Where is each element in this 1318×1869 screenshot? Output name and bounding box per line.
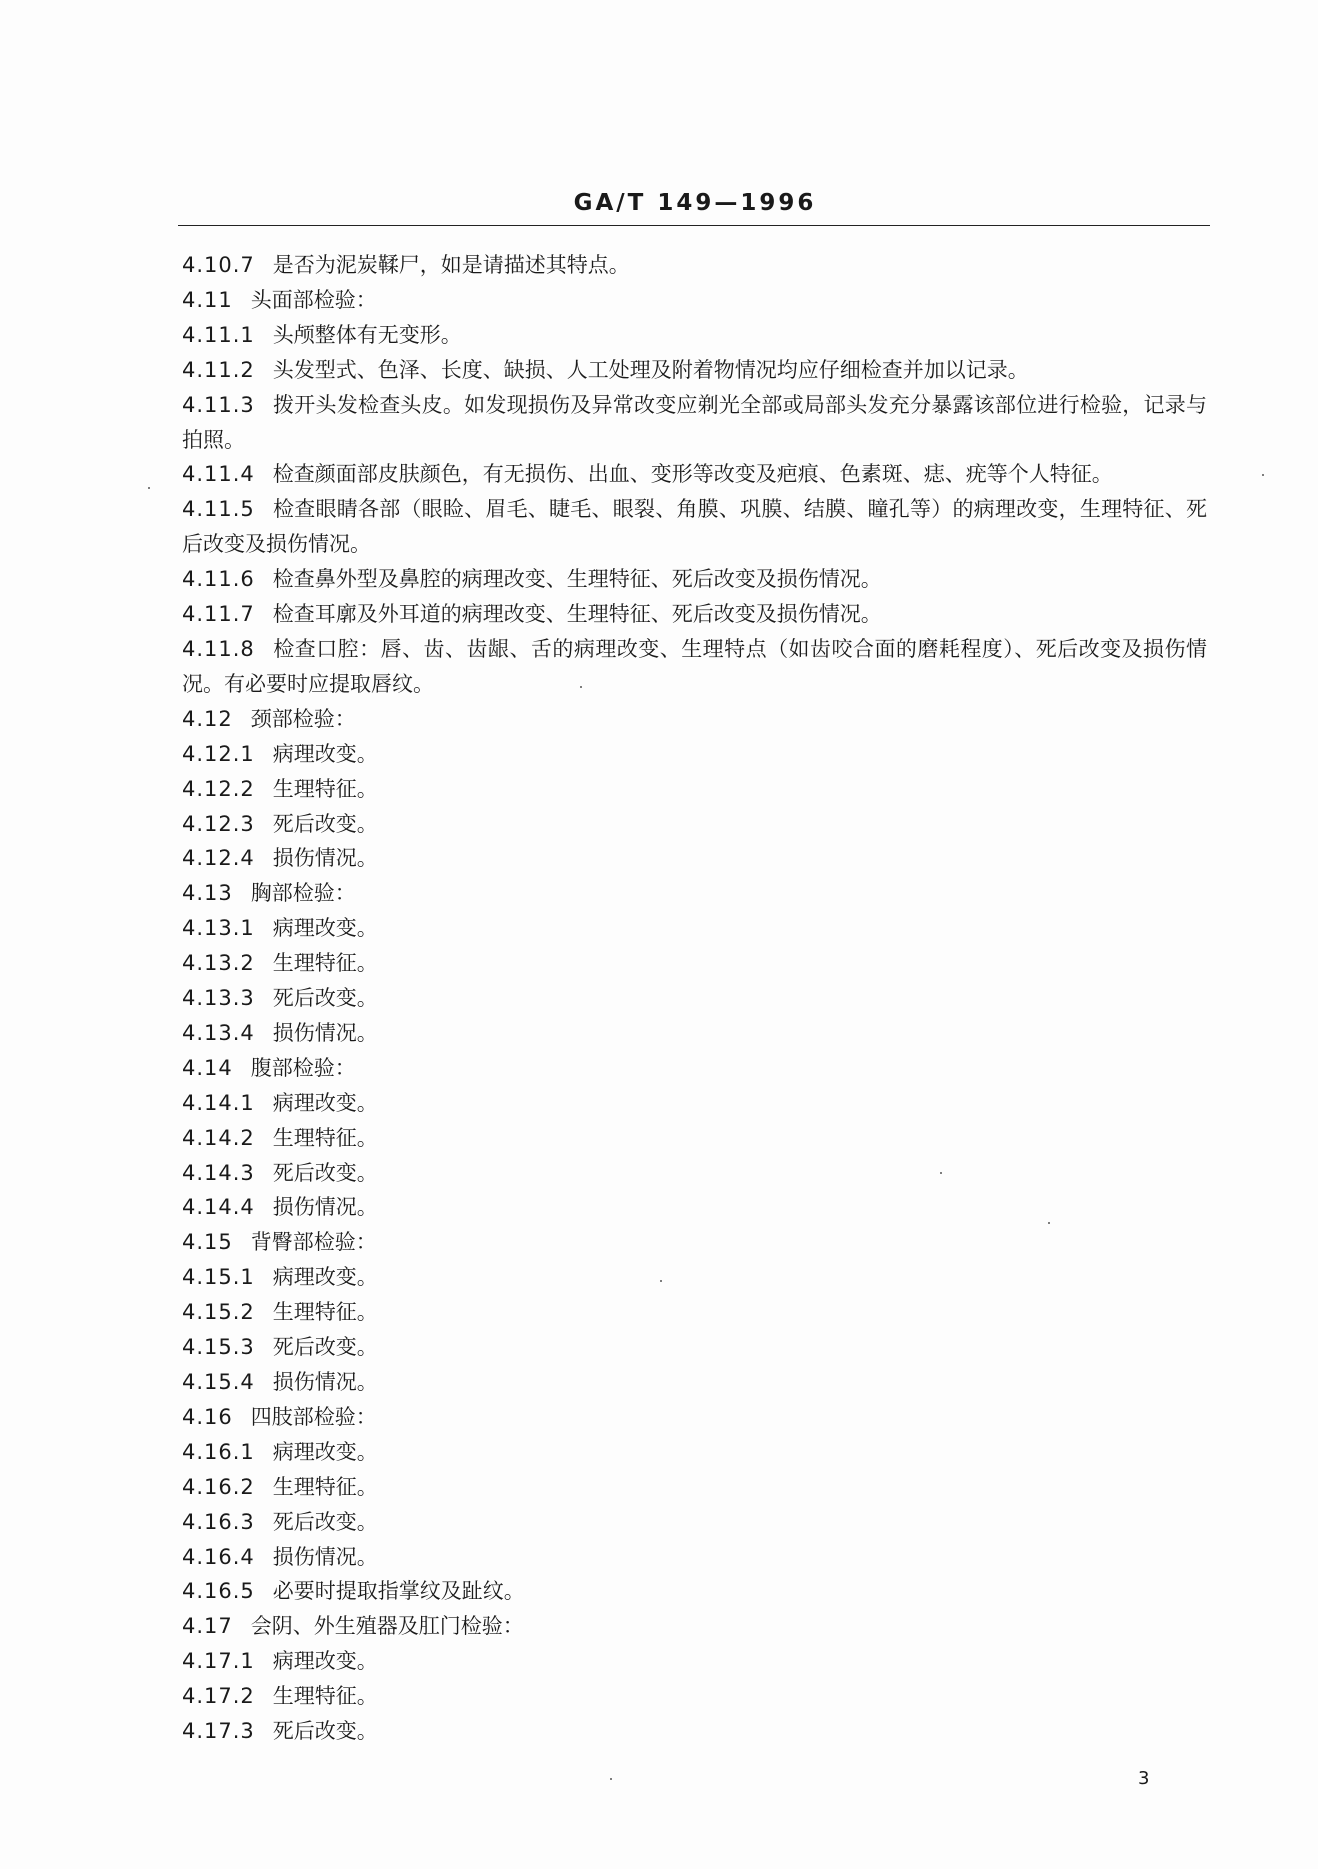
clause-text: 生理特征。 (272, 951, 378, 976)
clause-number: 4.10.7 (182, 253, 255, 277)
clause-text: 生理特征。 (272, 1125, 378, 1150)
clause-text: 损伤情况。 (272, 846, 378, 871)
clause-4-11-6 (182, 562, 1207, 597)
clause-4-15-3 (182, 1330, 1207, 1365)
clause-number: 4.15.4 (182, 1370, 255, 1394)
clause-text: 病理改变。 (272, 1649, 378, 1674)
clause-text: 病理改变。 (272, 1265, 378, 1290)
clause-number: 4.14 (182, 1055, 233, 1080)
clause-4-11-8 (182, 632, 1207, 702)
document-body (182, 248, 1207, 1749)
scan-speck (580, 686, 582, 688)
clause-4-15 (182, 1225, 1207, 1260)
header-rule (178, 225, 1210, 226)
clause-4-16-4 (182, 1540, 1207, 1575)
clause-4-14-1 (182, 1086, 1207, 1121)
clause-number: 4.17.3 (182, 1719, 255, 1744)
clause-text: 检查眼睛各部（眼睑、眉毛、睫毛、眼裂、角膜、巩膜、结膜、瞳孔等）的病理改变，生理特征、死后改变及损伤情况。 (182, 497, 1207, 557)
clause-text: 四肢部检验： (250, 1404, 377, 1429)
scan-speck (1048, 1222, 1050, 1224)
clause-text: 损伤情况。 (272, 1020, 378, 1045)
clause-4-17-3 (182, 1714, 1207, 1749)
clause-number: 4.16.2 (182, 1474, 255, 1499)
clause-number: 4.16.3 (182, 1509, 255, 1534)
clause-4-16-1 (182, 1435, 1207, 1470)
clause-4-16-5 (182, 1574, 1207, 1609)
clause-4-10-7 (182, 248, 1207, 283)
clause-number: 4.13.2 (182, 951, 255, 976)
clause-number: 4.13.1 (182, 916, 255, 941)
clause-number: 4.13.3 (182, 986, 255, 1011)
clause-number: 4.11.3 (182, 392, 255, 417)
clause-4-16-3 (182, 1505, 1207, 1540)
clause-text: 死后改变。 (272, 986, 378, 1011)
clause-text: 病理改变。 (272, 741, 378, 766)
clause-number: 4.17.2 (182, 1684, 255, 1709)
clause-4-11-1 (182, 318, 1207, 353)
clause-text: 病理改变。 (272, 916, 378, 941)
clause-4-14-2 (182, 1121, 1207, 1156)
clause-text: 拨开头发检查头皮。如发现损伤及异常改变应剃光全部或局部头发充分暴露该部位进行检验，记录与拍照。 (182, 392, 1207, 452)
clause-number: 4.11.6 (182, 567, 255, 592)
clause-number: 4.13.4 (182, 1020, 255, 1045)
clause-4-12-1 (182, 737, 1207, 772)
clause-text: 损伤情况。 (272, 1370, 378, 1394)
clause-number: 4.11.4 (182, 462, 255, 487)
clause-text: 病理改变。 (272, 1439, 378, 1464)
clause-4-13-2 (182, 946, 1207, 981)
clause-4-17-2 (182, 1679, 1207, 1714)
clause-number: 4.14.3 (182, 1160, 255, 1185)
clause-4-11-4 (182, 457, 1207, 492)
clause-4-11-3 (182, 388, 1207, 458)
clause-number: 4.12.2 (182, 776, 255, 801)
clause-text: 头面部检验： (250, 287, 377, 312)
clause-text: 检查耳廓及外耳道的病理改变、生理特征、死后改变及损伤情况。 (272, 602, 882, 627)
clause-4-16-2 (182, 1470, 1207, 1505)
clause-number: 4.11.8 (182, 636, 255, 661)
clause-4-11-2 (182, 353, 1207, 388)
clause-text: 颈部检验： (250, 706, 356, 731)
clause-text: 生理特征。 (272, 776, 378, 801)
clause-text: 胸部检验： (250, 881, 356, 906)
clause-4-14-3 (182, 1156, 1207, 1191)
clause-number: 4.15.1 (182, 1265, 255, 1290)
clause-number: 4.12.1 (182, 741, 255, 766)
clause-text: 死后改变。 (272, 1335, 378, 1360)
clause-text: 死后改变。 (272, 811, 378, 836)
clause-text: 头颅整体有无变形。 (272, 322, 462, 347)
clause-text: 检查口腔：唇、齿、齿龈、舌的病理改变、生理特点（如齿咬合面的磨耗程度）、死后改变及损伤情况。有必要时应提取唇纹。 (182, 636, 1207, 696)
clause-text: 死后改变。 (272, 1160, 378, 1185)
clause-number: 4.11.2 (182, 357, 255, 382)
clause-text: 必要时提取指掌纹及趾纹。 (272, 1579, 525, 1604)
clause-number: 4.11.1 (182, 322, 255, 347)
clause-number: 4.13 (182, 881, 233, 906)
clause-number: 4.12.4 (182, 846, 255, 871)
clause-number: 4.14.1 (182, 1090, 255, 1115)
scan-speck (148, 487, 150, 489)
clause-4-12-3 (182, 807, 1207, 842)
clause-number: 4.16.4 (182, 1544, 255, 1569)
clause-number: 4.12.3 (182, 811, 255, 836)
clause-number: 4.15 (182, 1230, 233, 1255)
scan-speck (660, 1280, 662, 1282)
clause-number: 4.11.5 (182, 497, 255, 522)
clause-text: 检查鼻外型及鼻腔的病理改变、生理特征、死后改变及损伤情况。 (272, 567, 882, 592)
clause-number: 4.14.4 (182, 1195, 255, 1220)
clause-number: 4.15.2 (182, 1300, 255, 1325)
clause-4-12-2 (182, 772, 1207, 807)
clause-4-14-4 (182, 1190, 1207, 1225)
clause-4-11-5 (182, 492, 1207, 562)
scan-speck (610, 1778, 612, 1780)
clause-4-11 (182, 283, 1207, 318)
clause-4-13-4 (182, 1016, 1207, 1051)
clause-text: 死后改变。 (272, 1509, 378, 1534)
clause-4-16 (182, 1400, 1207, 1435)
clause-text: 生理特征。 (272, 1684, 378, 1709)
clause-number: 4.16.1 (182, 1439, 255, 1464)
clause-number: 4.11 (182, 287, 233, 312)
clause-4-12-4 (182, 841, 1207, 876)
clause-number: 4.17 (182, 1614, 233, 1639)
clause-text: 检查颜面部皮肤颜色，有无损伤、出血、变形等改变及疤痕、色素斑、痣、疣等个人特征。 (272, 462, 1113, 487)
clause-4-17-1 (182, 1644, 1207, 1679)
page-number: 3 (1138, 1768, 1150, 1789)
clause-text: 生理特征。 (272, 1300, 378, 1325)
clause-4-13-3 (182, 981, 1207, 1016)
clause-text: 是否为泥炭鞣尸，如是请描述其特点。 (272, 253, 630, 277)
document-header-code: GA/T 149—1996 (573, 190, 817, 216)
clause-text: 损伤情况。 (272, 1544, 378, 1569)
clause-text: 腹部检验： (250, 1055, 356, 1080)
clause-number: 4.16 (182, 1404, 233, 1429)
clause-4-15-2 (182, 1295, 1207, 1330)
clause-text: 会阴、外生殖器及肛门检验： (250, 1614, 524, 1639)
clause-text: 死后改变。 (272, 1719, 378, 1744)
clause-number: 4.11.7 (182, 602, 255, 627)
clause-4-17 (182, 1609, 1207, 1644)
clause-number: 4.15.3 (182, 1335, 255, 1360)
clause-text: 生理特征。 (272, 1474, 378, 1499)
clause-text: 头发型式、色泽、长度、缺损、人工处理及附着物情况均应仔细检查并加以记录。 (272, 357, 1029, 382)
clause-number: 4.16.5 (182, 1579, 255, 1604)
clause-4-14 (182, 1051, 1207, 1086)
clause-4-13-1 (182, 911, 1207, 946)
clause-number: 4.17.1 (182, 1649, 255, 1674)
clause-4-11-7 (182, 597, 1207, 632)
clause-text: 损伤情况。 (272, 1195, 378, 1220)
clause-text: 背臀部检验： (250, 1230, 377, 1255)
clause-number: 4.12 (182, 706, 233, 731)
clause-number: 4.14.2 (182, 1125, 255, 1150)
clause-4-12 (182, 702, 1207, 737)
scan-speck (1262, 474, 1264, 476)
clause-4-13 (182, 876, 1207, 911)
clause-4-15-4 (182, 1365, 1207, 1400)
scan-speck (940, 1172, 942, 1174)
clause-text: 病理改变。 (272, 1090, 378, 1115)
clause-4-15-1 (182, 1260, 1207, 1295)
